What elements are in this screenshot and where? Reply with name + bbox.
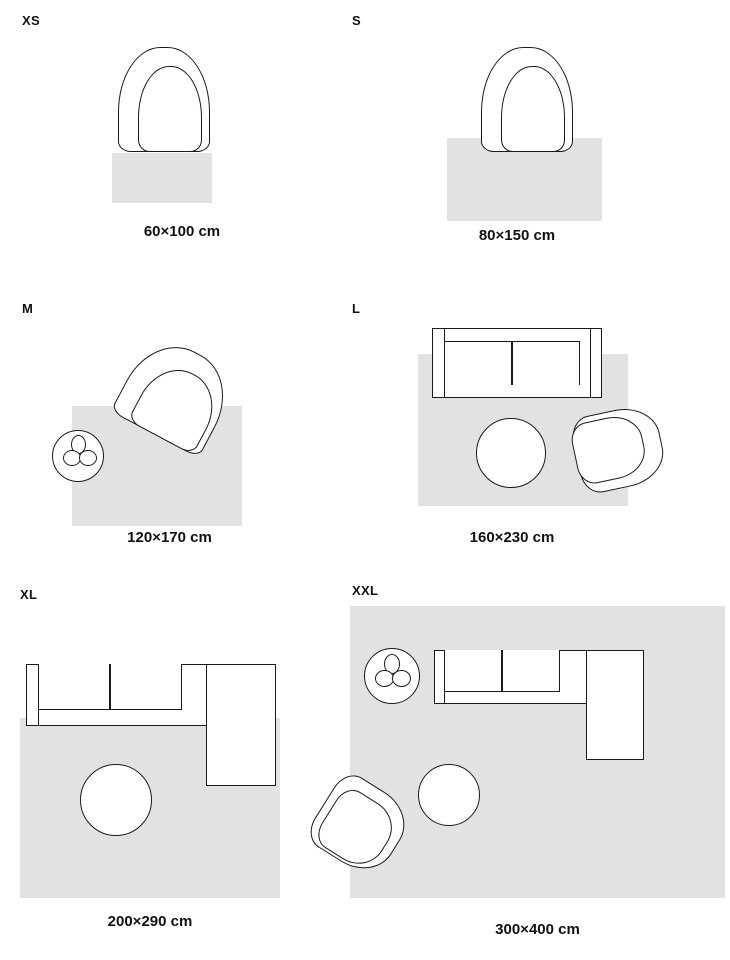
coffee-table-l [476,418,546,488]
sofa-seat-b-xl [110,664,182,710]
size-cell-xs [22,14,342,264]
size-dimensions-m: 120×170 cm [127,529,212,546]
sofa-seat-a-xl [38,664,110,710]
scene-l [352,322,692,522]
coffee-table-xl [80,764,152,836]
plant-leaf-xxl-3 [392,670,411,687]
scene-xs [22,30,342,210]
sofa-seat-left-l [444,341,512,385]
sofa-arm-left-xl [38,664,39,726]
size-code-l: L [352,301,361,316]
scene-xxl [318,606,718,906]
size-dimensions-xl: 200×290 cm [107,913,193,930]
plant-leaf-m-3 [79,450,97,466]
size-code-s: S [352,13,361,28]
sofa-arm-right-l [590,328,591,398]
sofa-seat-a-xxl [444,650,502,692]
coffee-table-xxl [418,764,480,826]
size-dimensions-xs: 60×100 cm [143,223,221,240]
sofa-seat-b-xxl [502,650,560,692]
corner-sofa-chaise-xxl [586,650,644,760]
size-code-xl: XL [20,587,38,602]
size-cell-s [352,14,682,264]
sofa-arm-left-xxl [444,650,445,704]
size-code-m: M [22,301,34,316]
rug-xs [112,153,212,203]
scene-s [352,30,682,210]
size-cell-xl [20,588,340,948]
sofa-arm-left-l [444,328,445,398]
size-cell-m [22,302,342,567]
size-code-xs: XS [22,13,40,28]
size-cell-l [352,302,692,567]
scene-xl [20,612,340,902]
size-cell-xxl [318,584,718,956]
scene-m [22,322,342,522]
size-dimensions-s: 80×150 cm [478,227,556,244]
size-dimensions-xxl: 300×400 cm [495,921,580,938]
size-code-xxl: XXL [352,583,379,598]
sofa-seat-right-l [512,341,580,385]
corner-sofa-chaise-xl [206,664,276,786]
size-dimensions-l: 160×230 cm [469,529,555,546]
